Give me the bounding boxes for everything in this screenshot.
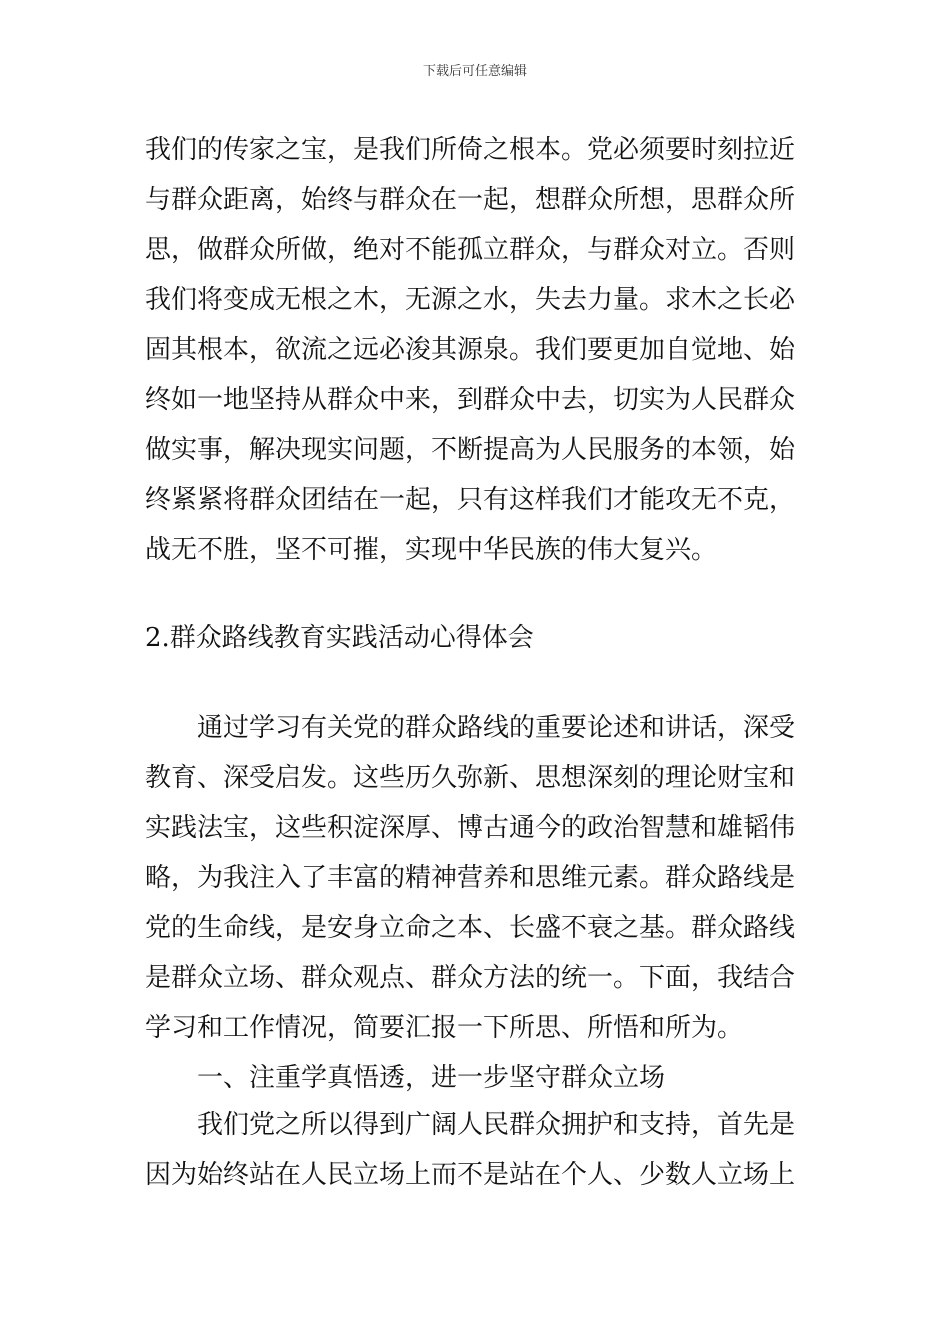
text-line: 终如一地坚持从群众中来，到群众中去，切实为人民群众 [145, 385, 796, 415]
text-line: 略，为我注入了丰富的精神营养和思维元素。群众路线是 [145, 863, 796, 893]
text-line: 思，做群众所做，绝对不能孤立群众，与群众对立。否则 [145, 235, 796, 265]
text-line: 党的生命线，是安身立命之本、长盛不衰之基。群众路线 [145, 913, 796, 943]
text-line: 因为始终站在人民立场上而不是站在个人、少数人立场上 [145, 1160, 796, 1190]
section-title: 2.群众路线教育实践活动心得体会 [145, 623, 534, 653]
text-line: 固其根本，欲流之远必浚其源泉。我们要更加自觉地、始 [145, 335, 796, 365]
paragraph-1 [145, 130, 810, 580]
text-line: 是群众立场、群众观点、群众方法的统一。下面，我结合 [145, 963, 796, 993]
paragraph-2 [145, 708, 810, 1058]
subheading: 一、注重学真悟透，进一步坚守群众立场 [145, 1063, 666, 1093]
text-line: 我们将变成无根之木，无源之水，失去力量。求木之长必 [145, 285, 796, 315]
document-body [145, 130, 810, 1205]
text-line: 我们的传家之宝，是我们所倚之根本。党必须要时刻拉近 [145, 135, 796, 165]
text-line: 实践法宝，这些积淀深厚、博古通今的政治智慧和雄韬伟 [145, 813, 796, 843]
text-line: 教育、深受启发。这些历久弥新、思想深刻的理论财宝和 [145, 763, 796, 793]
text-line: 战无不胜，坚不可摧，实现中华民族的伟大复兴。 [145, 535, 718, 565]
text-line: 学习和工作情况，简要汇报一下所思、所悟和所为。 [145, 1013, 744, 1043]
text-line: 做实事，解决现实问题，不断提高为人民服务的本领，始 [145, 435, 796, 465]
page-header: 下载后可任意编辑 [422, 64, 527, 79]
text-line: 通过学习有关党的群众路线的重要论述和讲话，深受 [145, 713, 796, 743]
text-line: 与群众距离，始终与群众在一起，想群众所想，思群众所 [145, 185, 796, 215]
text-line: 终紧紧将群众团结在一起，只有这样我们才能攻无不克， [145, 485, 796, 515]
text-line: 我们党之所以得到广阔人民群众拥护和支持，首先是 [145, 1110, 796, 1140]
paragraph-3 [145, 1105, 810, 1205]
